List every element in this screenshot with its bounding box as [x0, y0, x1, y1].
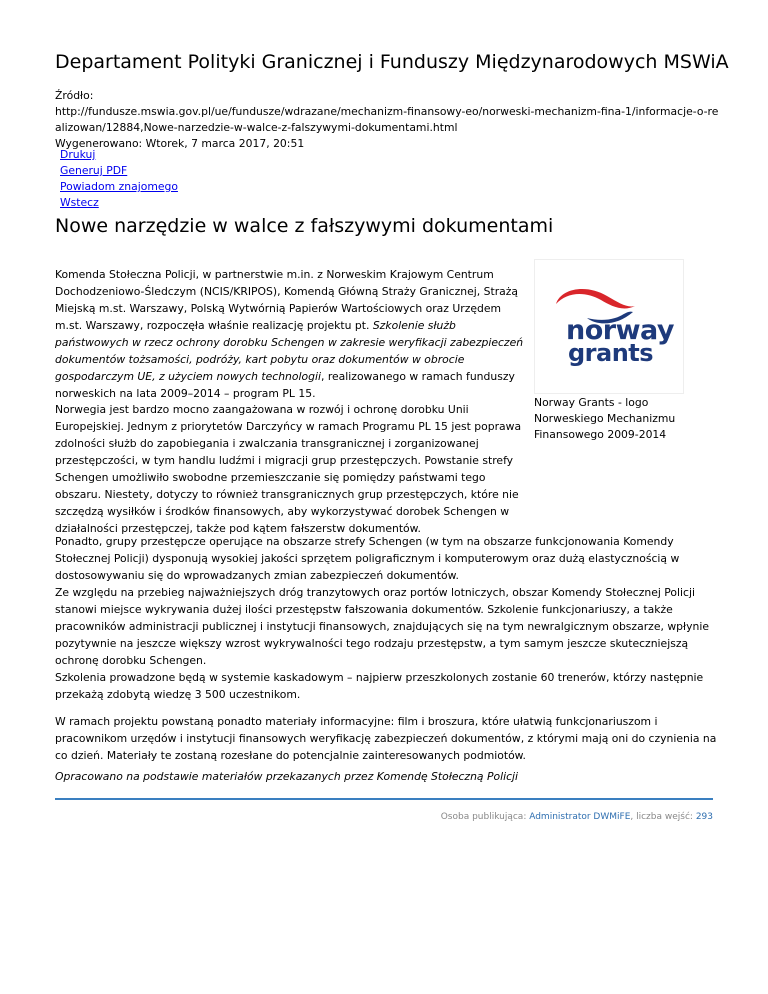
- action-links: [60, 147, 178, 211]
- article-paragraph: Szkolenia prowadzone będą w systemie kaskadowym – najpierw przeszkolonych zostanie 60 trenerów, którzy następnie przekażą zdobytą wiedzę 3 500 uczestnikom.: [55, 671, 704, 701]
- article-paragraph: Ponadto, grupy przestępcze operujące na obszarze strefy Schengen (w tym na obszarze funkcjonowania Komendy Stołecznej Policji) dysponują wysokiej jakości sprzętem poligraficznym i komputerowym oraz dużą elastycznością w dostosowywaniu się do wprowadzanych zmian zabezpieczeń dokumentów.: [55, 535, 680, 582]
- logo-text-grants: grants: [568, 339, 654, 367]
- back-link[interactable]: Wstecz: [60, 196, 99, 209]
- footer-meta: [441, 812, 713, 822]
- logo-image: [535, 260, 683, 393]
- article-source-note: Opracowano na podstawie materiałów przekazanych przez Komendę Stołeczną Policji: [55, 770, 519, 783]
- article-paragraph: Norwegia jest bardzo mocno zaangażowana w rozwój i ochronę dorobku Unii Europejskiej. Jednym z priorytetów Darczyńcy w ramach Programu PL 15 jest poprawa zdolności służb do zapobiegania i zwalczania transgranicznej i zorganizowanej przestępczości, w tym handlu ludźmi i migracji grup przestępczych. Powstanie strefy Schengen umożliwiło swobodne przemieszczanie się pomiędzy państwami tego obszaru. Niestety, dotyczy to również transgranicznych grup przestępczych, które nie szczędzą wysiłków i środków finansowych, aby wykorzystywać dorobek Schengen w działalności przestępczej, także pod kątem fałszerstw dokumentów.: [55, 403, 522, 535]
- article-paragraph: W ramach projektu powstaną ponadto materiały informacyjne: film i broszura, które ułatwią funkcjonariuszom i pracownikom urzędów i instytucji finansowych weryfikację zabezpieczeń dokumentów, z którymi mają oni do czynienia na co dzień. Materiały te zostaną rozesłane do potencjalnie zainteresowanych podmiotów.: [55, 715, 717, 762]
- divider: [55, 798, 713, 800]
- source-info: [55, 88, 720, 152]
- project-title: Szkolenie służb państwowych w rzecz ochrony dorobku Schengen w zakresie weryfikacji zabezpieczeń dokumentów tożsamości, podróży, kart pobytu oraz dokumentów w obrocie gospodarczym UE, z użyciem nowych technologii: [55, 319, 524, 383]
- generated-date: Wygenerowano: Wtorek, 7 marca 2017, 20:51: [55, 137, 305, 150]
- image-caption: Norway Grants - logo Norweskiego Mechanizmu Finansowego 2009-2014: [534, 396, 676, 441]
- logo-text-norway: norway: [566, 315, 675, 346]
- site-title: Departament Polityki Granicznej i Funduszy Międzynarodowych MSWiA: [55, 51, 729, 73]
- logo-red-arc: [556, 289, 635, 308]
- article-title: Nowe narzędzie w walce z fałszywymi dokumentami: [55, 215, 554, 237]
- views-count: 293: [695, 812, 713, 822]
- norway-grants-logo[interactable]: [534, 259, 684, 394]
- source-url: http://fundusze.mswia.gov.pl/ue/fundusze/wdrazane/mechanizm-finansowy-eo/norweski-mechanizm-fina-1/informacje-o-realizowan/12884,Nowe-narzedzie-w-walce-z-falszywymi-dokumentami.html: [55, 105, 719, 134]
- notify-friend-link[interactable]: Powiadom znajomego: [60, 180, 178, 193]
- publisher-label: Osoba publikująca:: [440, 812, 530, 822]
- print-link[interactable]: Drukuj: [60, 148, 96, 161]
- article-paragraph: Ze względu na przebieg najważniejszych dróg tranzytowych oraz portów lotniczych, obszar Komendy Stołecznej Policji stanowi miejsce wykrywania dużej ilości przestępstw fałszowania dokumentów. Szkolenie funkcjonariuszy, a także pracowników administracji publicznej i instytucji finansowych, znajdujących się na tym newralgicznym obszarze, wpłynie pozytywnie na jeszcze większy wzrost wykrywalności tego rodzaju przestępstw, a tym samym jeszcze skuteczniejszą ochronę dorobku Schengen.: [55, 586, 709, 667]
- views-label: , liczba wejść:: [630, 812, 696, 822]
- generate-pdf-link[interactable]: Generuj PDF: [60, 164, 128, 177]
- publisher-name: Administrator DWMiFE: [529, 812, 631, 822]
- paragraph-text: Komenda Stołeczna Policji, w partnerstwie m.in. z Norweskim Krajowym Centrum Dochodzeniowo-Śledczym (NCIS/KRIPOS), Komendą Główną Straży Granicznej, Strażą Miejską m.st. Warszawy, Polską Wytwórnią Papierów Wartościowych oraz Urzędem m.st. Warszawy, rozpoczęła właśnie realizację projektu pt.: [55, 268, 519, 332]
- paragraph-text: , realizowanego w ramach funduszy norweskich na lata 2009–2014 – program PL 15.: [55, 370, 515, 400]
- source-label: Źródło:: [55, 89, 94, 102]
- article-paragraph: [55, 266, 525, 402]
